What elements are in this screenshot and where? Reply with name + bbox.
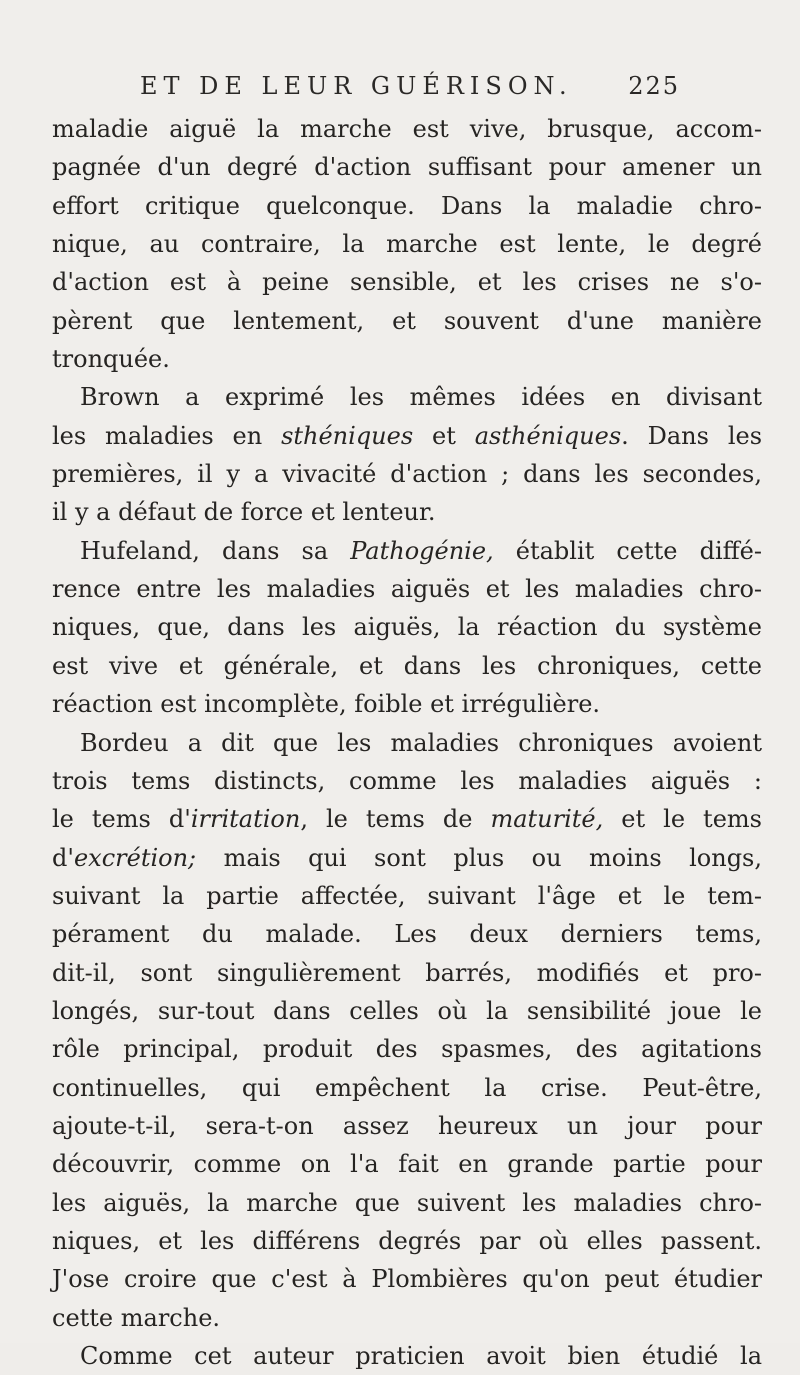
text-run: le tems d' <box>52 805 191 834</box>
text-line: suivant la partie affectée, suivant l'âge et le tem- <box>52 881 762 910</box>
text-run: et <box>413 421 475 450</box>
running-title: ET DE LEUR GUÉRISON. <box>140 72 573 100</box>
italic-term: irritation <box>190 805 301 834</box>
italic-term: excrétion; <box>73 843 197 872</box>
italic-title: Pathogénie, <box>350 536 494 565</box>
text-run: , le tems de <box>300 805 491 834</box>
text-line: pérament du malade. Les deux derniers tems, <box>52 920 762 949</box>
text-run: et le tems <box>603 805 762 834</box>
text-line: continuelles, qui empêchent la crise. Peut-être, <box>52 1073 762 1102</box>
text-run: Hufeland, dans sa <box>80 536 351 565</box>
text-run: d' <box>52 843 74 872</box>
text-line: pèrent que lentement, et souvent d'une manière <box>52 306 762 335</box>
text-run: établit cette diffé- <box>493 536 762 565</box>
text-line: pagnée d'un degré d'action suffisant pour amener un <box>52 153 762 182</box>
text-run: les maladies en <box>52 421 282 450</box>
text-line: effort critique quelconque. Dans la maladie chro- <box>52 191 762 220</box>
text-line: maladie aiguë la marche est vive, brusque, accom- <box>52 115 762 143</box>
paragraph-start: Bordeu a dit que les maladies chroniques avoient <box>80 728 762 757</box>
page-number: 225 <box>628 72 680 100</box>
text-line: premières, il y a vivacité d'action ; dans les secondes, <box>52 460 762 489</box>
text-line <box>52 800 762 838</box>
text-line: découvrir, comme on l'a fait en grande partie pour <box>52 1150 762 1179</box>
text-line: cette marche. <box>52 1303 221 1332</box>
text-line: réaction est incomplète, foible et irrégulière. <box>52 690 601 719</box>
italic-term: maturité, <box>490 805 604 834</box>
text-line <box>52 839 762 877</box>
paragraph-start: Brown a exprimé les mêmes idées en divisant <box>80 383 762 412</box>
paragraph-start: Comme cet auteur praticien avoit bien étudié la <box>80 1342 762 1370</box>
text-line: tronquée. <box>52 345 170 374</box>
text-line: est vive et générale, et dans les chroniques, cette <box>52 651 762 680</box>
text-line: les aiguës, la marche que suivent les maladies chro- <box>52 1188 762 1217</box>
text-line: ajoute-t-il, sera-t-on assez heureux un jour pour <box>52 1111 762 1140</box>
running-header <box>140 72 680 112</box>
text-line: il y a défaut de force et lenteur. <box>52 498 436 527</box>
body-text <box>52 110 762 1375</box>
text-line: dit-il, sont singulièrement barrés, modifiés et pro- <box>52 958 762 987</box>
text-line: d'action est à peine sensible, et les crises ne s'o- <box>52 268 762 297</box>
text-line: rence entre les maladies aiguës et les maladies chro- <box>52 575 762 604</box>
text-line: niques, que, dans les aiguës, la réaction du système <box>52 613 762 642</box>
text-line: rôle principal, produit des spasmes, des agitations <box>52 1035 762 1064</box>
italic-term: sthéniques <box>281 421 414 450</box>
text-line <box>52 417 762 455</box>
text-line: nique, au contraire, la marche est lente, le degré <box>52 230 762 259</box>
text-line: longés, sur-tout dans celles où la sensibilité joue le <box>52 996 762 1025</box>
paragraph-start <box>52 532 762 570</box>
text-line: trois tems distincts, comme les maladies aiguës : <box>52 766 762 795</box>
text-line: J'ose croire que c'est à Plombières qu'on peut étudier <box>52 1265 762 1294</box>
italic-term: asthéniques <box>474 421 622 450</box>
text-line: niques, et les différens degrés par où elles passent. <box>52 1226 762 1255</box>
text-run: . Dans les <box>621 421 763 450</box>
text-run: mais qui sont plus ou moins longs, <box>196 843 762 872</box>
